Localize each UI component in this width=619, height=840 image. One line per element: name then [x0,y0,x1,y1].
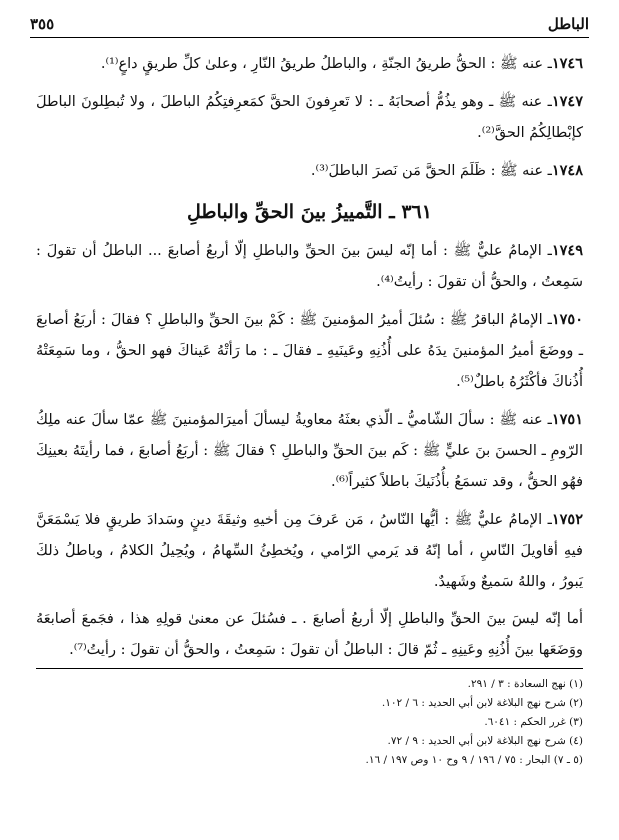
entry-text: ـ عنه ﷺ : سألَ الشّاميُّ ـ الّذي بعثَهُ معاويةُ ليسألَ أميرَالمؤمنينَ ﷺ عمّا سألَ عنه ملِكُ الرّومِ ـ الحسنَ بنَ عليٍّ ﷺ : كَم بينَ الحقِّ والباطلِ ؟ فقالَ ﷺ : أربَعُ أصابعَ ، فما رأيتَهُ بعينِكَ فهُو الحقُّ ، وقد تسمَعُ بأُذُنَيكَ باطلاً كثيراً⁽⁶⁾. [36,412,583,490]
entry-number: ١٧٤٧ [551,93,583,110]
hadith-entry [36,404,583,498]
page-number: ٣٥٥ [30,15,55,33]
closing-paragraph: أما إنّه ليسَ بينَ الحقِّ والباطلِ إلّا أربعُ أصابعَ . ـ فسُئلَ عن معنىٰ قولِهِ هذا ، فجَمعَ أصابعَهُ ووَضَعَها بينَ أُذُنِهِ وعَينِهِ ـ ثُمّ قالَ : الباطلُ أن تقولَ : سَمِعتُ ، والحقُّ أن تقولَ : رأيتُ⁽⁷⁾. [36,611,583,658]
entry-number: ١٧٥٢ [551,511,583,528]
hadith-entry [36,86,583,149]
entry-number: ١٧٤٨ [551,162,583,179]
entry-number: ١٧٤٦ [551,55,583,72]
page-body [36,48,583,672]
entry-number: ١٧٤٩ [551,242,583,259]
section-heading: ٣٦١ ـ التَّمييزُ بينَ الحقِّ والباطلِ [187,201,432,223]
running-title: الباطل [547,15,589,33]
footnote: (٤) شرح نهج البلاغة لابن أبي الحديد : ٩ / ٧٢. [387,735,583,747]
page-header [30,12,589,36]
header-divider [30,37,589,38]
entry-text: ـ عنه ﷺ ـ وهو يذُمُّ أصحابَهُ ـ : لا تَعرِفونَ الحقَّ كمَعرِفتِكُمُ الباطلَ ، ولا تُبطِلونَ الباطلَ كإبْطالِكُمُ الحقَّ⁽²⁾. [36,94,583,141]
entry-text: ـ الإمامُ عليٌّ ﷺ : أما إنّه ليسَ بينَ الحقِّ والباطلِ إلّا أربعُ أصابعَ ... الباطلُ أن تقولَ : سَمِعتُ ، والحقُّ أن تقولَ : رأيتُ⁽⁴⁾. [36,243,583,290]
entry-text: ـ عنه ﷺ : ظَلَمَ الحقَّ مَن نَصرَ الباطلَ⁽³⁾. [310,163,552,179]
hadith-entry [36,235,583,298]
footnote: (٥ ـ ٧) البحار : ٧٥ / ١٩٦ / ٩ وح ١٠ وص ١٩٧ / ١٦. [365,754,583,766]
footnote: (٢) شرح نهج البلاغة لابن أبي الحديد : ٦ / ١٠٢. [381,697,583,709]
hadith-entry [36,304,583,398]
footnote: (٣) غرر الحكم : ٦٠٤١. [484,716,583,728]
footnote: (١) نهج السعادة : ٣ / ٢٩١. [467,678,583,690]
entry-number: ١٧٥١ [551,411,583,428]
entry-number: ١٧٥٠ [551,311,583,328]
entry-text: ـ الإمامُ الباقرُ ﷺ : سُئلَ أميرُ المؤمنينَ ﷺ : كَمْ بينَ الحقِّ والباطلِ ؟ فقالَ : أربَعُ أصابعَ ـ ووضَعَ أميرُ المؤمنينَ يدَهُ على أُذُنِهِ وعَينَيهِ ـ فقالَ ـ : ما رَأتْهُ عَيناكَ فهو الحقُّ ، وما سَمِعَتْهُ أُذُناكَ فأكْثَرُهُ باطلٌ⁽⁵⁾. [36,312,583,390]
entry-text: ـ الإمامُ عليٌّ ﷺ : أيُّها النّاسُ ، مَن عَرفَ مِن أخيهِ وثيقَةَ دينٍ وسَدادَ طريقٍ فلا يَسْمَعَنَّ فيهِ أقاويلَ النّاسِ ، أما إنّهُ قد يَرمي الرّامي ، ويُخطِئُ السِّهامُ ، ويُحِيلُ الكلامُ ، وباطلُ ذلكَ يَبورُ ، واللهُ سَميعٌ وشَهيدٌ. [36,512,583,590]
entry-text: ـ عنه ﷺ : الحقُّ طريقُ الجنّةِ ، والباطلُ طريقُ النّارِ ، وعلىٰ كلِّ طريقٍ داعٍ⁽¹⁾. [100,56,552,72]
hadith-entry [36,504,583,598]
hadith-entry [36,48,583,80]
footnotes [36,668,583,770]
hadith-entry [36,155,583,187]
